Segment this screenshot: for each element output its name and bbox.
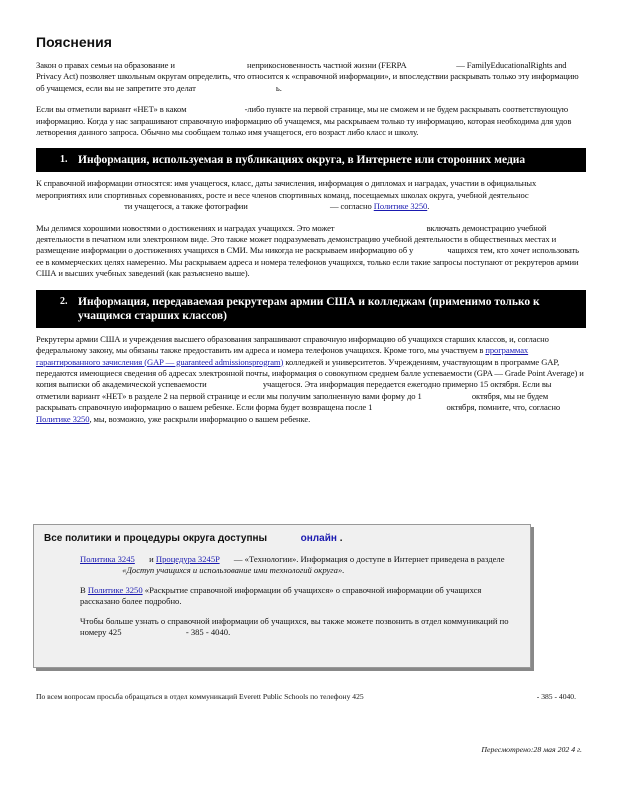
bullet-icon — [44, 616, 80, 639]
section-1-title: Информация, используемая в публикациях округа, в Интернете или сторонних медиа — [78, 154, 526, 167]
footer-phone: - 385 - 4040. — [536, 692, 576, 701]
page-title: Пояснения — [36, 34, 112, 50]
intro-paragraph-2: Если вы отметили вариант «НЕТ» в каком -либо пункте на первой странице, мы не сможем и не будем раскрывать соответствующую информацию. Когда у нас запрашивают справочную информацию об учащемся, мы раскрываем только ту информацию, которая необходима для удов летворения данного запроса. Обычно мы сообщаем только имя учащегося, его возраст либо класс и школу. — [36, 104, 572, 138]
section-2-paragraph: Рекрутеры армии США и учреждения высшего образования запрашивают справочную информацию об учащихся старших классов, и, согласно федеральному закону, мы обязаны также предоставить им адреса и номера телефонов учащихся. Кроме того, мы участвуем в программах гарантированного зачисления (GAP — guaranteed admissionsprogram) колледжей и университетов. Учреждениям, участвующим в программе GAP, передаются имеющиеся сведения об адресах электронной почты, информация о совокупном среднем балле успеваемости (GPA — Grade Point Average) и копия выписки об академической успеваемости учащегося. Эта информация передается ежегодно примерно 15 октября. Если вы отметили вариант «НЕТ» в разделе 2 на первой странице и если мы получим заполненную вами форму до 1 октября, мы не будем раскрывать справочную информацию о вашем ребенке. Если форма будет возвращена после 1 октября, помните, что, согласно Политике 3250, мы, возможно, уже раскрыли информацию о вашем ребенке. — [36, 333, 584, 424]
bullet-icon — [44, 554, 80, 577]
box-title: Все политики и процедуры округа доступны онлайн . — [44, 533, 343, 544]
policy-3245-link[interactable]: Политика 3245 — [80, 554, 135, 564]
section-1-number: 1. — [60, 154, 68, 166]
section-2-title: Информация, передаваемая рекрутерам армии США и колледжам (применимо только к учащимся старших классов) — [78, 295, 540, 322]
section-1-paragraph-2: Мы делимся хорошими новостями о достижениях и наградах учащихся. Это может включать демонстрацию учебной деятельности в печатном или электронном виде. Это также может подразумевать демонстрацию учебной деятельности в общественных местах и размещение информации о достижениях учащихся в СМИ. Мы никогда не раскрываем информацию об у чащихся тем, кто хочет использовать ее в коммерческих целях намеренно. Мы раскрываем адреса и номера телефонов учащихся, только если такие запросы поступают от рекрутеров армии США и высших учебных заведений (как разъяснено выше). — [36, 222, 580, 279]
policy-3250-link-2[interactable]: Политике 3250 — [36, 413, 90, 424]
section-2-heading — [36, 290, 586, 328]
document-page — [36, 34, 586, 435]
policy-3250-link-3[interactable]: Политике 3250 — [87, 584, 143, 595]
policy-3250-link[interactable]: Политике 3250 — [373, 201, 428, 212]
box-item-3: Чтобы больше узнать о справочной информации об учащихся, вы также можете позвонить в отдел коммуникаций по номеру 425 - 385 - 4040. — [44, 616, 520, 639]
gap-programs-link[interactable]: программах гарантированного зачисления (GAP — guaranteed admissionsprogram) — [36, 345, 529, 367]
section-2-number: 2. — [60, 295, 68, 307]
footer — [36, 692, 576, 701]
footer-text: По всем вопросам просьба обращаться в отдел коммуникаций Everett Public Schools по телефону 425 — [36, 692, 364, 701]
box-item-1: Политика 3245 и Процедура 3245P — «Технологии». Информация о доступе в Интернет приведена в разделе «Доступ учащихся и использование ими технологий округа». — [44, 554, 520, 577]
policies-info-box — [33, 524, 531, 668]
bullet-icon — [44, 585, 80, 608]
intro-paragraph-1: Закон о правах семьи на образование и неприкосновенность частной жизни (FERPA — FamilyEducationalRights and Privacy Act) позволяет школьным округам определить, что относится к «справочной информации», и впоследствии раскрывать только эту информацию об учащемся, если вы не запретите это делат ь. — [36, 60, 579, 93]
online-link[interactable]: онлайн — [300, 533, 337, 544]
procedure-3245p-link[interactable]: Процедура 3245P — [155, 554, 220, 564]
section-1-heading — [36, 148, 586, 172]
box-item-2: В Политике 3250 «Раскрытие справочной информации об учащихся» о справочной информации об учащихся рассказано более подробно. — [44, 585, 520, 608]
revised-date: Пересмотрено:28 мая 202 4 г. — [481, 745, 582, 754]
section-1-paragraph-1: К справочной информации относятся: имя учащегося, класс, даты зачисления, информация о дипломах и наградах, участии в официальных мероприятиях или спортивных соревнованиях, росте и весе членов спортивных команд, посещаемых школах округа, учебной деятельнос ти учащегося, а также фотографии — согласно Политике 3250. — [36, 178, 537, 212]
